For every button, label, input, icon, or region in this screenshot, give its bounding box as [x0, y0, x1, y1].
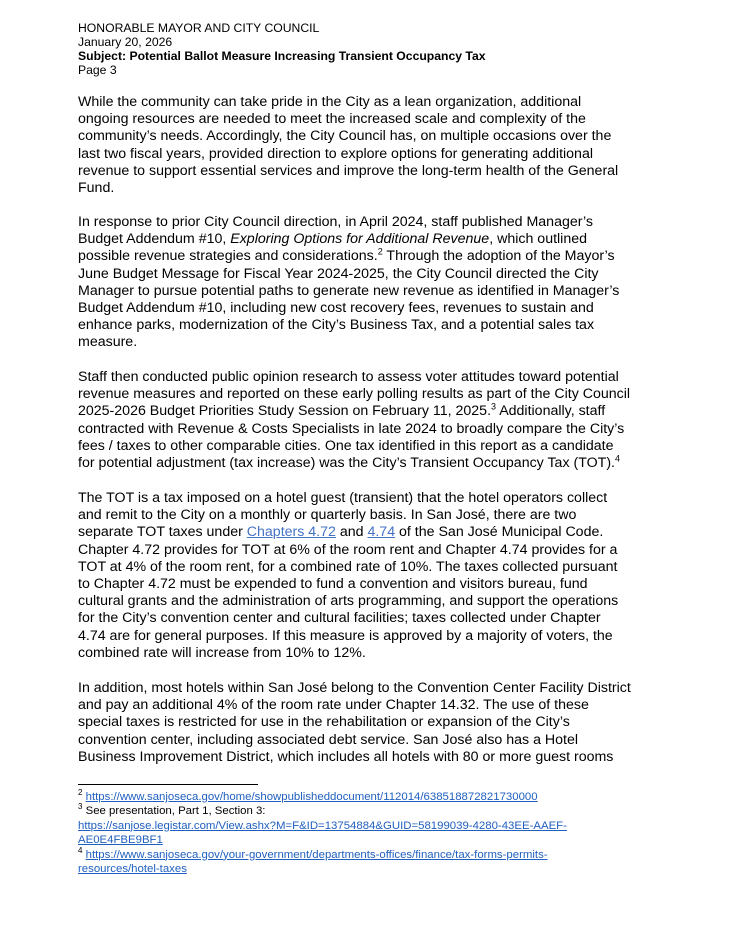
addressee: HONORABLE MAYOR AND CITY COUNCIL [78, 21, 320, 35]
text-line: to Chapter 4.72 must be expended to fund a convention and visitors bureau, fund [78, 576, 588, 593]
page-number: Page 3 [78, 63, 117, 77]
text-line: Budget Addendum #10, including new cost recovery fees, revenues to sustain and [78, 300, 594, 317]
footnote-4-link-continued[interactable]: resources/hotel-taxes [78, 863, 187, 876]
text-line: last two fiscal years, provided direction to explore options for generating additional [78, 145, 593, 162]
text-line: community’s needs. Accordingly, the City Council has, on multiple occasions over the [78, 128, 612, 145]
text-line: While the community can take pride in the City as a lean organization, additional [78, 94, 582, 110]
text-line: The TOT is a tax imposed on a hotel guest (transient) that the hotel operators collect [78, 490, 608, 506]
footnote-number: 2 [78, 788, 83, 798]
text-line: Fund. [78, 180, 115, 197]
footnote-3-link-continued[interactable]: AE0E4FBE9BF1 [78, 834, 163, 847]
footnote-3-link-line [78, 833, 567, 847]
addendum-title: Exploring Options for Additional Revenue [230, 231, 490, 248]
text-line [78, 455, 678, 472]
text-line: enhance parks, modernization of the City’s Business Tax, and a potential sales tax [78, 317, 595, 334]
text-segment: separate TOT taxes under [78, 524, 247, 541]
footnote-3-link-line [78, 819, 567, 833]
subject-line: Subject: Potential Ballot Measure Increasing Transient Occupancy Tax [78, 49, 486, 63]
footnote-number: 4 [78, 845, 83, 855]
paragraph-1 [78, 94, 678, 197]
paragraph-4 [78, 490, 678, 662]
text-line [78, 403, 678, 420]
text-line: fees / taxes to other comparable cities. One tax identified in this report as a candidate [78, 437, 614, 454]
text-line: Staff then conducted public opinion research to assess voter attitudes toward potential [78, 369, 619, 385]
footnote-4-link[interactable]: https://www.sanjoseca.gov/your-government/departments-offices/finance/tax-forms-permits- [85, 848, 548, 861]
footnote-2 [78, 790, 567, 804]
text-segment: and [335, 524, 368, 541]
footnote-3 [78, 804, 567, 818]
text-line [78, 248, 678, 265]
paragraph-3 [78, 369, 678, 472]
chapter-4-72-link[interactable]: Chapters 4.72 [246, 524, 336, 541]
text-segment: for potential adjustment (tax increase) was the City’s Transient Occupancy Tax (TOT). [78, 455, 615, 472]
text-segment: Additionally, staff [496, 403, 606, 420]
text-line: June Budget Message for Fiscal Year 2024-2025, the City Council directed the City [78, 265, 599, 282]
text-line: In response to prior City Council direction, in April 2024, staff published Manager’s [78, 214, 593, 230]
paragraph-2 [78, 214, 678, 352]
footnotes [78, 790, 567, 876]
text-line: special taxes is restricted for use in the rehabilitation or expansion of the City’s [78, 714, 570, 731]
text-line: for the City’s convention center and cultural facilities; taxes collected under Chapter [78, 610, 601, 627]
text-segment: possible revenue strategies and considerations. [78, 248, 378, 265]
footnote-4-link-line [78, 862, 567, 876]
footnote-ref-3[interactable]: 3 [491, 401, 497, 412]
text-line: 4.74 are for general purposes. If this measure is approved by a majority of voters, the [78, 627, 613, 644]
text-segment: Through the adoption of the Mayor’s [382, 248, 615, 265]
footnote-ref-4[interactable]: 4 [614, 453, 620, 464]
footnote-4 [78, 845, 567, 862]
text-line: ongoing resources are needed to meet the increased scale and complexity of the [78, 111, 586, 128]
text-line [78, 524, 678, 541]
text-line: Manager to pursue potential paths to generate new revenue as identified in Manager’s [78, 282, 620, 299]
text-line: In addition, most hotels within San José belong to the Convention Center Facility District [78, 680, 631, 696]
text-line: and remit to the City on a monthly or quarterly basis. In San José, there are two [78, 507, 577, 524]
footnote-divider [78, 784, 258, 785]
letter-header [78, 21, 486, 77]
text-line: cultural grants and the administration of arts programming, and support the operations [78, 593, 619, 610]
text-line: revenue to support essential services and improve the long-term health of the General [78, 162, 619, 179]
text-line: contracted with Revenue & Costs Specialists in late 2024 to broadly compare the City’s [78, 420, 625, 437]
footnote-3-link[interactable]: https://sanjose.legistar.com/View.ashx?M=F&ID=13754884&GUID=58199039-4280-43EE-AAEF- [78, 819, 567, 832]
footnote-number: 3 [78, 802, 83, 812]
text-line: combined rate will increase from 10% to 12%. [78, 644, 366, 661]
paragraph-5 [78, 680, 678, 766]
text-line: and pay an additional 4% of the room rate under Chapter 14.32. The use of these [78, 697, 589, 714]
text-segment: , which outlined [489, 231, 587, 248]
footnote-text: See presentation, Part 1, Section 3: [82, 805, 266, 818]
letter-date: January 20, 2026 [78, 35, 173, 49]
text-line: TOT at 4% of the room rent, for a combined rate of 10%. The taxes collected pursuant [78, 558, 618, 575]
footnote-2-link[interactable]: https://www.sanjoseca.gov/home/showpublisheddocument/112014/638518872821730000 [85, 791, 538, 803]
text-segment: 2025-2026 Budget Priorities Study Session on February 11, 2025. [78, 403, 492, 420]
text-line: Business Improvement District, which includes all hotels with 80 or more guest rooms [78, 748, 614, 765]
text-line: convention center, including associated debt service. San José also has a Hotel [78, 731, 579, 748]
text-segment: of the San José Municipal Code. [395, 524, 604, 541]
text-line: revenue measures and reported on these early polling results as part of the City Council [78, 386, 631, 403]
chapter-4-74-link[interactable]: 4.74 [367, 524, 396, 541]
footnote-ref-2[interactable]: 2 [377, 246, 383, 257]
text-line: Chapter 4.72 provides for TOT at 6% of the room rent and Chapter 4.74 provides for a [78, 541, 618, 558]
text-segment: Budget Addendum #10, [78, 231, 231, 248]
text-line: measure. [78, 334, 138, 351]
